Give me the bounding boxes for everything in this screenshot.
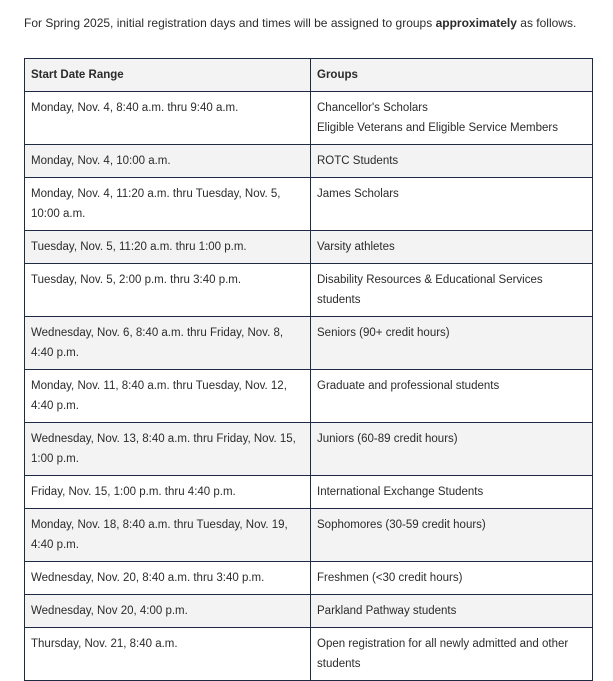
- table-row: [25, 178, 593, 231]
- date-cell: Wednesday, Nov 20, 4:00 p.m.: [25, 595, 311, 628]
- groups-cell: [311, 317, 593, 370]
- group-label: James Scholars: [317, 188, 399, 200]
- column-header-start-date-range: Start Date Range: [25, 59, 311, 92]
- group-label: Freshmen (<30 credit hours): [317, 572, 463, 584]
- date-cell: Friday, Nov. 15, 1:00 p.m. thru 4:40 p.m.: [25, 476, 311, 509]
- table-row: [25, 317, 593, 370]
- groups-cell: [311, 92, 593, 145]
- groups-cell: [311, 178, 593, 231]
- group-label: Graduate and professional students: [317, 380, 500, 392]
- groups-cell: [311, 370, 593, 423]
- groups-cell: [311, 231, 593, 264]
- table-row: [25, 628, 593, 681]
- date-cell: Wednesday, Nov. 20, 8:40 a.m. thru 3:40 p.m.: [25, 562, 311, 595]
- date-cell: Tuesday, Nov. 5, 11:20 a.m. thru 1:00 p.m.: [25, 231, 311, 264]
- intro-text: For Spring 2025, initial registration days and times will be assigned to groups: [24, 16, 436, 30]
- table-row: [25, 595, 593, 628]
- intro-text-end: as follows.: [516, 16, 577, 30]
- date-cell: Thursday, Nov. 21, 8:40 a.m.: [25, 628, 311, 681]
- intro-paragraph: [24, 14, 594, 32]
- date-cell: Monday, Nov. 18, 8:40 a.m. thru Tuesday, Nov. 19, 4:40 p.m.: [25, 509, 311, 562]
- date-cell: Tuesday, Nov. 5, 2:00 p.m. thru 3:40 p.m.: [25, 264, 311, 317]
- group-label: Sophomores (30-59 credit hours): [317, 519, 486, 531]
- table-row: [25, 509, 593, 562]
- table-row: [25, 476, 593, 509]
- groups-cell: [311, 595, 593, 628]
- date-cell: Monday, Nov. 4, 10:00 a.m.: [25, 145, 311, 178]
- table-row: [25, 92, 593, 145]
- group-label: ROTC Students: [317, 155, 399, 167]
- table-header-row: [25, 59, 593, 92]
- group-label: Chancellor's Scholars: [317, 102, 428, 114]
- group-label: Open registration for all newly admitted and other students: [317, 638, 569, 670]
- group-label: Parkland Pathway students: [317, 605, 457, 617]
- groups-cell: [311, 264, 593, 317]
- groups-cell: [311, 628, 593, 681]
- table-row: [25, 562, 593, 595]
- table-row: [25, 370, 593, 423]
- group-label: Seniors (90+ credit hours): [317, 327, 450, 339]
- date-cell: Wednesday, Nov. 13, 8:40 a.m. thru Friday, Nov. 15, 1:00 p.m.: [25, 423, 311, 476]
- group-label: Eligible Veterans and Eligible Service Members: [317, 122, 558, 134]
- table-row: [25, 231, 593, 264]
- group-label: International Exchange Students: [317, 486, 484, 498]
- groups-cell: [311, 145, 593, 178]
- groups-cell: [311, 562, 593, 595]
- date-cell: Monday, Nov. 4, 8:40 a.m. thru 9:40 a.m.: [25, 92, 311, 145]
- groups-cell: [311, 423, 593, 476]
- table-row: [25, 145, 593, 178]
- date-cell: Monday, Nov. 11, 8:40 a.m. thru Tuesday, Nov. 12, 4:40 p.m.: [25, 370, 311, 423]
- date-cell: Wednesday, Nov. 6, 8:40 a.m. thru Friday, Nov. 8, 4:40 p.m.: [25, 317, 311, 370]
- registration-schedule-table: [24, 58, 593, 681]
- intro-emphasis: approximately: [435, 16, 517, 30]
- table-body: [25, 92, 593, 681]
- column-header-groups: Groups: [311, 59, 593, 92]
- groups-cell: [311, 509, 593, 562]
- table-row: [25, 423, 593, 476]
- group-label: Disability Resources & Educational Services students: [317, 274, 543, 306]
- groups-cell: [311, 476, 593, 509]
- date-cell: Monday, Nov. 4, 11:20 a.m. thru Tuesday, Nov. 5, 10:00 a.m.: [25, 178, 311, 231]
- group-label: Juniors (60-89 credit hours): [317, 433, 458, 445]
- table-row: [25, 264, 593, 317]
- group-label: Varsity athletes: [317, 241, 395, 253]
